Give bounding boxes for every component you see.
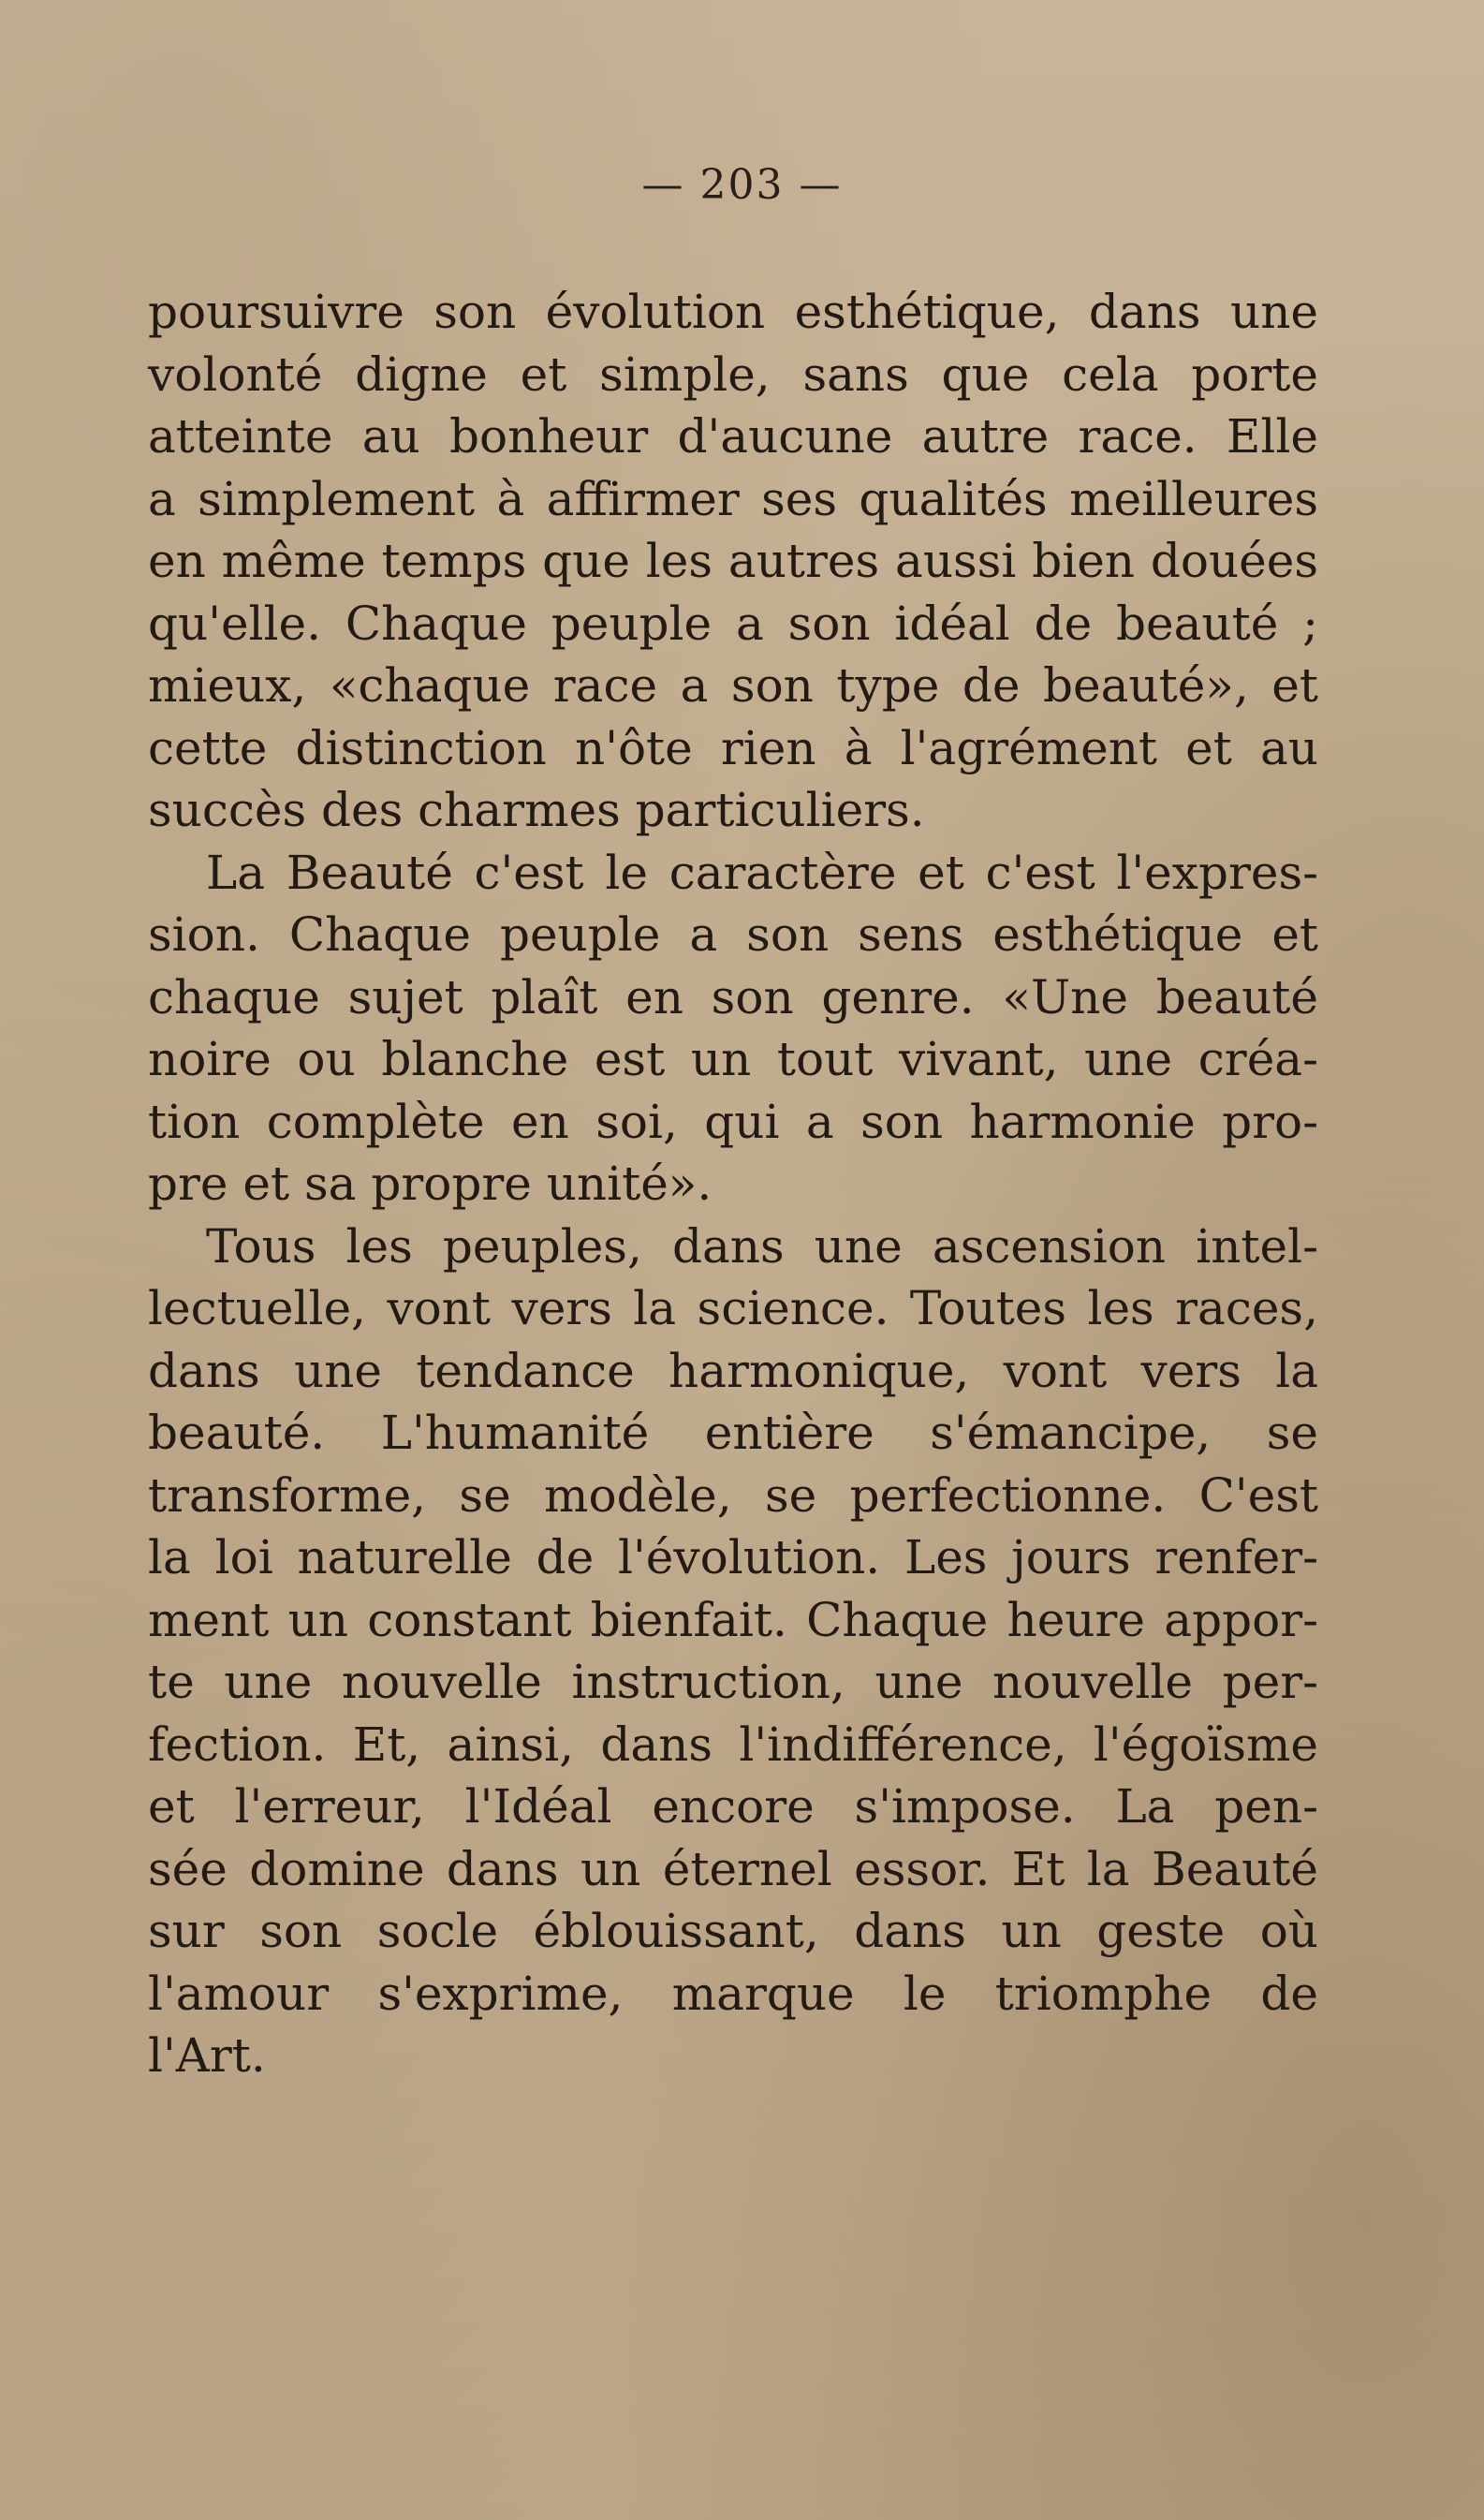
text-line: La Beauté c'est le caractère et c'est l'expres- bbox=[206, 845, 1318, 900]
text-line: noire ou blanche est un tout vivant, une créa- bbox=[148, 1032, 1318, 1086]
text-line: mieux, «chaque race a son type de beauté», et bbox=[148, 658, 1318, 713]
body-text bbox=[148, 281, 1318, 2087]
text-line: dans une tendance harmonique, vont vers la bbox=[148, 1343, 1318, 1398]
text-line: tion complète en soi, qui a son harmonie pro- bbox=[148, 1094, 1318, 1149]
text-line: l'amour s'exprime, marque le triomphe de bbox=[148, 1966, 1318, 2021]
text-line: a simplement à affirmer ses qualités meilleures bbox=[148, 471, 1318, 526]
text-line: et l'erreur, l'Idéal encore s'impose. La pen- bbox=[148, 1779, 1318, 1834]
text-line: Tous les peuples, dans une ascension intel- bbox=[206, 1218, 1318, 1274]
text-line: sur son socle éblouissant, dans un geste où bbox=[148, 1904, 1318, 1958]
text-line: poursuivre son évolution esthétique, dans une bbox=[148, 285, 1318, 339]
text-line: succès des charmes particuliers. bbox=[148, 783, 925, 837]
text-line: fection. Et, ainsi, dans l'indifférence, l'égoïsme bbox=[148, 1717, 1318, 1772]
text-line: te une nouvelle instruction, une nouvelle per- bbox=[148, 1655, 1318, 1709]
page-number: — 203 — bbox=[641, 161, 843, 209]
text-line: atteinte au bonheur d'aucune autre race. Elle bbox=[148, 409, 1318, 464]
text-line: pre et sa propre unité». bbox=[148, 1157, 713, 1211]
text-line: ment un constant bienfait. Chaque heure appor- bbox=[148, 1592, 1318, 1647]
text-line: la loi naturelle de l'évolution. Les jours renfer- bbox=[148, 1530, 1318, 1584]
text-line: sée domine dans un éternel essor. Et la Beauté bbox=[148, 1841, 1318, 1896]
text-line: chaque sujet plaît en son genre. «Une beauté bbox=[148, 969, 1318, 1024]
text-line: sion. Chaque peuple a son sens esthétique et bbox=[148, 907, 1318, 962]
text-line: transforme, se modèle, se perfectionne. C'est bbox=[148, 1467, 1318, 1523]
text-line: volonté digne et simple, sans que cela porte bbox=[148, 346, 1318, 402]
text-line: cette distinction n'ôte rien à l'agrément et au bbox=[148, 720, 1318, 775]
text-line: beauté. L'humanité entière s'émancipe, se bbox=[148, 1406, 1318, 1460]
text-line: en même temps que les autres aussi bien douées bbox=[148, 534, 1318, 588]
text-line: lectuelle, vont vers la science. Toutes les races, bbox=[148, 1281, 1318, 1335]
text-line: qu'elle. Chaque peuple a son idéal de beauté ; bbox=[148, 596, 1318, 651]
text-line: l'Art. bbox=[148, 2028, 266, 2083]
